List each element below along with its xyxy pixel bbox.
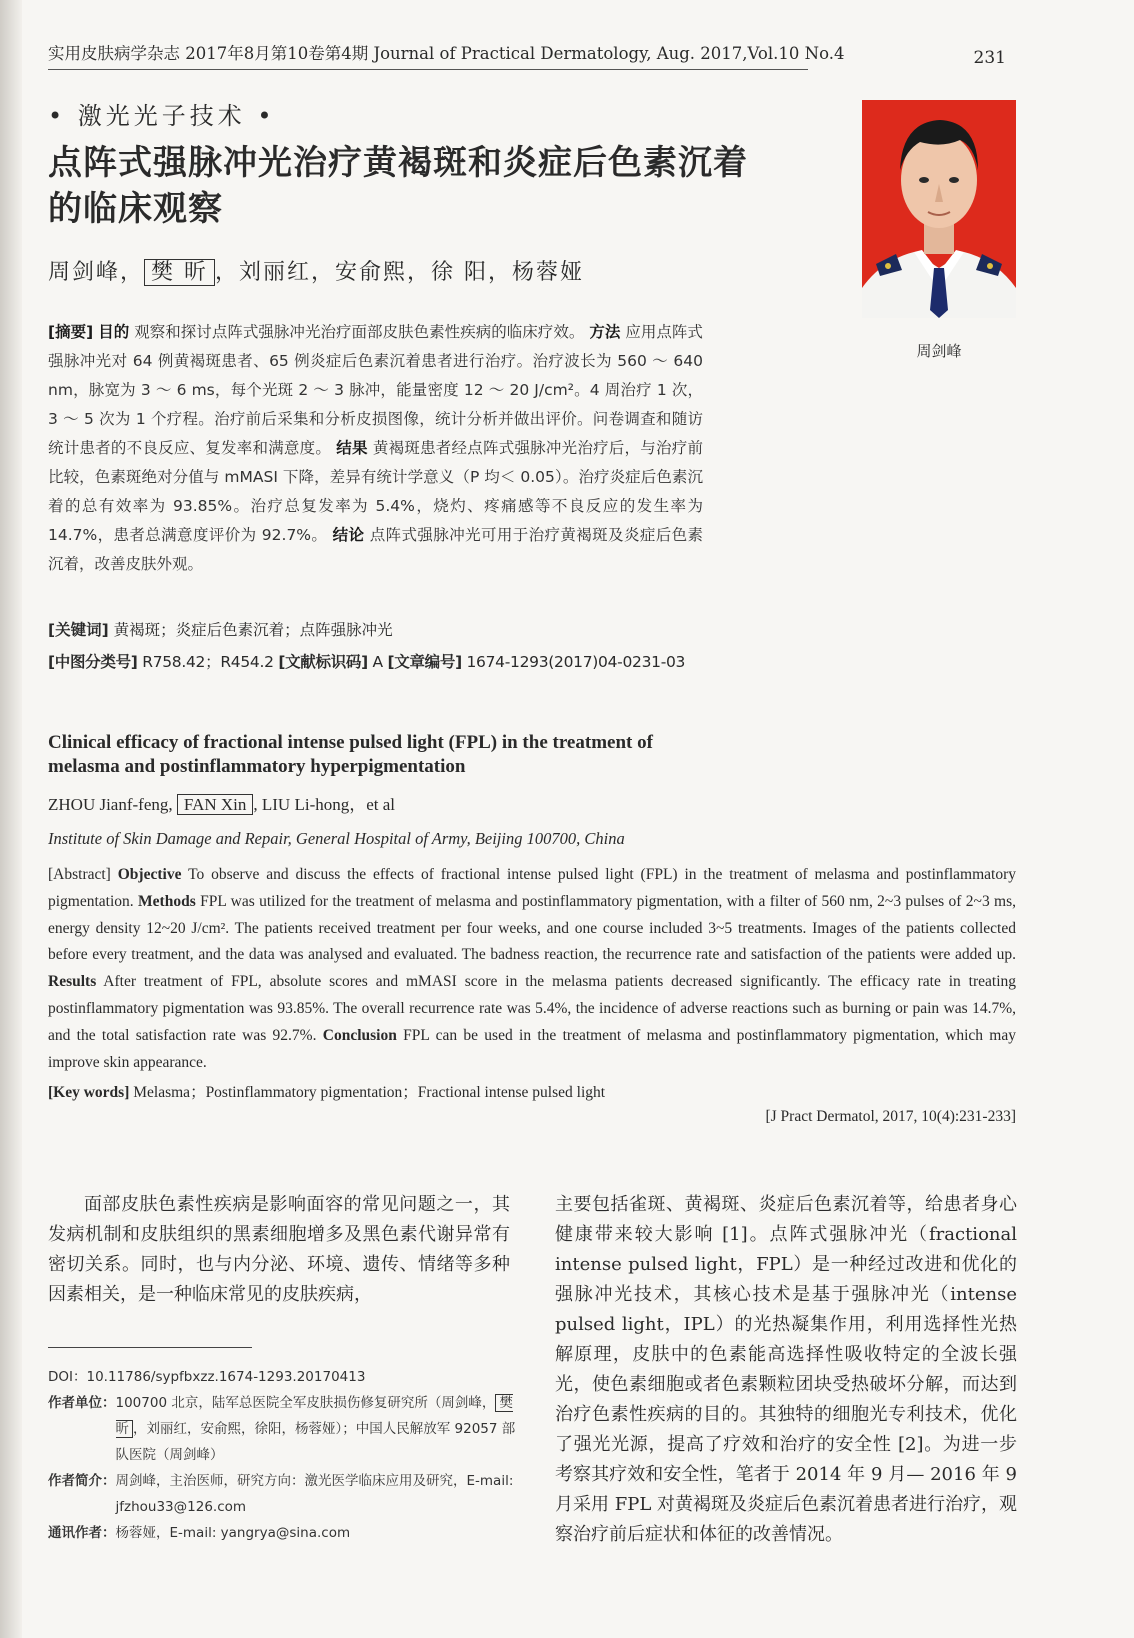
author-photo (862, 100, 1016, 318)
keywords-en (48, 1080, 605, 1102)
title-en: Clinical efficacy of fractional intense pulsed light (FPL) in the treatment of melasma and postinflammatory hyperpigmentation (48, 732, 653, 777)
conclusion-cn: 点阵式强脉冲光可用于治疗黄褐斑及炎症后色素沉着，改善皮肤外观。 (48, 526, 703, 573)
author-unit-label: 作者单位： (48, 1395, 116, 1411)
abstract-en (48, 862, 1016, 1076)
objective-cn-label: 目的 (98, 323, 130, 341)
clc-label: [中图分类号] (48, 653, 138, 671)
running-head: 实用皮肤病学杂志 2017年8月第10卷第4期 Journal of Practical Dermatology, Aug. 2017,Vol.10 No.4 (48, 40, 808, 70)
author-first: 周剑峰， (48, 260, 145, 285)
keywords-cn (48, 618, 393, 640)
methods-cn: 应用点阵式强脉冲光对 64 例黄褐斑患者、65 例炎症后色素沉着患者进行治疗。治疗波长为 560 ～ 640 nm，脉宽为 3 ～ 6 ms，每个光斑 2 ～ 3 脉冲，能量密度 12 ～ 20 J/cm²。4 周治疗 1 次，3 ～ 5 次为 1 个疗程。治疗前后采集和分析皮损图像，统计分析并做出评价。问卷调查和随访统计患者的不良反应、复发率和满意度。 (48, 323, 703, 457)
page-spine-shadow (0, 0, 22, 1638)
objective-en-label: Objective (117, 866, 182, 883)
author-bio (48, 1468, 518, 1520)
methods-cn-label: 方法 (589, 323, 621, 341)
keywords-en-label: [Key words] (48, 1084, 130, 1101)
keywords-en-text: Melasma；Postinflammatory pigmentation；Fractional intense pulsed light (133, 1084, 606, 1101)
authors-en (48, 790, 395, 815)
author-boxed: 樊 昕 (144, 259, 215, 286)
keywords-cn-text: 黄褐斑；炎症后色素沉着；点阵强脉冲光 (113, 621, 393, 639)
author-portrait-image (862, 100, 1016, 318)
author-bio-text: 周剑峰，主治医师，研究方向：激光医学临床应用及研究，E-mail: jfzhou33@126.com (115, 1473, 514, 1515)
methods-en-label: Methods (138, 892, 196, 910)
column-tag: • 激光光子技术 • (48, 102, 276, 130)
clc-value: R758.42；R454.2 (142, 653, 274, 671)
author-rest: ，刘丽红，安俞熙，徐 阳，杨蓉娅 (215, 260, 585, 285)
body-text-right: 主要包括雀斑、黄褐斑、炎症后色素沉着等，给患者身心健康带来较大影响 [1]。点阵式强脉冲光（fractional intense pulsed light，FPL）是一种经过改进和优化的强脉冲光技术，其核心技术是基于强脉冲光（intense pulsed light，IPL）的光热凝集作用，利用选择性光热解原理，皮肤中的色素能高选择性吸收特定的全波长强光，使色素细胞或者色素颗粒团块受热破坏分解，而达到治疗色素性疾病的目的。其独特的细胞光专利技术，优化了强光光源，提高了疗效和治疗的安全性 [2]。为进一步考察其疗效和安全性，笔者于 2014 年 9 月— 2016 年 9 月采用 FPL 对黄褐斑及炎症后色素沉着患者进行治疗，观察治疗前后症状和体征的改善情况。 (555, 1194, 1017, 1545)
author-unit-part1: 100700 北京，陆军总医院全军皮肤损伤修复研究所（周剑峰， (115, 1395, 496, 1411)
objective-en: To observe and discuss the effects of fractional intense pulsed light (FPL) in the treatment of melasma and postinflammatory pigmentation. (48, 866, 1016, 910)
conclusion-cn-label: 结论 (332, 526, 365, 544)
results-en-label: Results (48, 973, 97, 991)
keywords-cn-label: [关键词] (48, 621, 109, 639)
conclusion-en-label: Conclusion (322, 1026, 397, 1044)
abstract-cn-label: [摘要] (48, 323, 94, 341)
objective-cn: 观察和探讨点阵式强脉冲光治疗面部皮肤色素性疾病的临床疗效。 (134, 323, 585, 341)
corresponding-text: 杨蓉娅，E-mail: yangrya@sina.com (115, 1525, 351, 1541)
footnote-rule (48, 1347, 252, 1348)
footnotes (48, 1364, 518, 1546)
doc-code-label: [文献标识码] (278, 653, 368, 671)
article-no-value: 1674-1293(2017)04-0231-03 (466, 653, 686, 671)
abstract-en-label: [Abstract] (48, 866, 111, 883)
corresponding-label: 通讯作者： (48, 1525, 116, 1541)
institution-en: Institute of Skin Damage and Repair, General Hospital of Army, Beijing 100700, China (48, 829, 625, 848)
author-unit (48, 1390, 518, 1468)
author-unit-text (116, 1390, 519, 1468)
corresponding-author (48, 1520, 518, 1546)
results-en: After treatment of FPL, absolute scores and mMASI score in the melasma patients decreased significantly. The efficacy rate in treating postinflammatory pigmentation was 93.85%. The overall recurrence rate was 5.4%, the incidence of adverse reactions such as burning or pain was 14.7%, and the total satisfaction rate was 92.7%. (48, 973, 1016, 1044)
author-bio-label: 作者简介： (48, 1473, 116, 1489)
author-en-rest: , LIU Li-hong，et al (253, 795, 396, 814)
methods-en: FPL was utilized for the treatment of melasma and postinflammatory pigmentation, with a filter of 560 nm, 2~3 pulses of 2~3 ms, energy density 12~20 J/cm². The patients received treatment per four weeks, and one course included 3~5 treatments. Images of the patients collected before every treatment, and the data was analysed and evaluated. The badness reaction, the recurrence rate and satisfaction of the patients were added up. (48, 892, 1017, 964)
results-cn-label: 结果 (336, 439, 368, 457)
author-unit-part2: ，刘丽红，安俞熙，徐阳，杨蓉娅）；中国人民解放军 92057 部队医院（周剑峰） (115, 1421, 516, 1463)
photo-caption: 周剑峰 (916, 342, 962, 360)
abstract-cn (48, 318, 703, 579)
body-text-left: 面部皮肤色素性疾病是影响面容的常见问题之一，其发病机制和皮肤组织的黑素细胞增多及黑色素代谢异常有密切关系。同时，也与内分泌、环境、遗传、情绪等多种因素相关，是一种临床常见的皮肤疾病， (48, 1194, 510, 1305)
article-no-label: [文章编号] (387, 653, 462, 671)
classification-cn (48, 650, 685, 672)
doi: DOI：10.11786/sypfbxzz.1674-1293.20170413 (48, 1369, 366, 1385)
page-number: 231 (973, 48, 1006, 68)
citation: [J Pract Dermatol, 2017, 10(4):231-233] (765, 1108, 1016, 1125)
conclusion-en: FPL can be used in the treatment of melasma and postinflammatory pigmentation, which may improve skin appearance. (48, 1026, 1016, 1071)
author-en-first: ZHOU Jianf-feng, (48, 795, 173, 814)
title-cn: 点阵式强脉冲光治疗黄褐斑和炎症后色素沉着的临床观察 (48, 143, 748, 229)
results-cn: 黄褐斑患者经点阵式强脉冲光治疗后，与治疗前比较，色素斑绝对分值与 mMASI 下降，差异有统计学意义（P 均＜ 0.05）。治疗炎症后色素沉着的总有效率为 93.85%。治疗总复发率为 5.4%，烧灼、疼痛感等不良反应的发生率为 14.7%，患者总满意度评价为 92.7%。 (48, 439, 703, 544)
authors-cn (48, 255, 584, 286)
author-unit-boxed: 樊昕 (115, 1395, 513, 1437)
author-en-boxed: FAN Xin (177, 794, 254, 815)
doc-code-value: A (372, 653, 383, 671)
